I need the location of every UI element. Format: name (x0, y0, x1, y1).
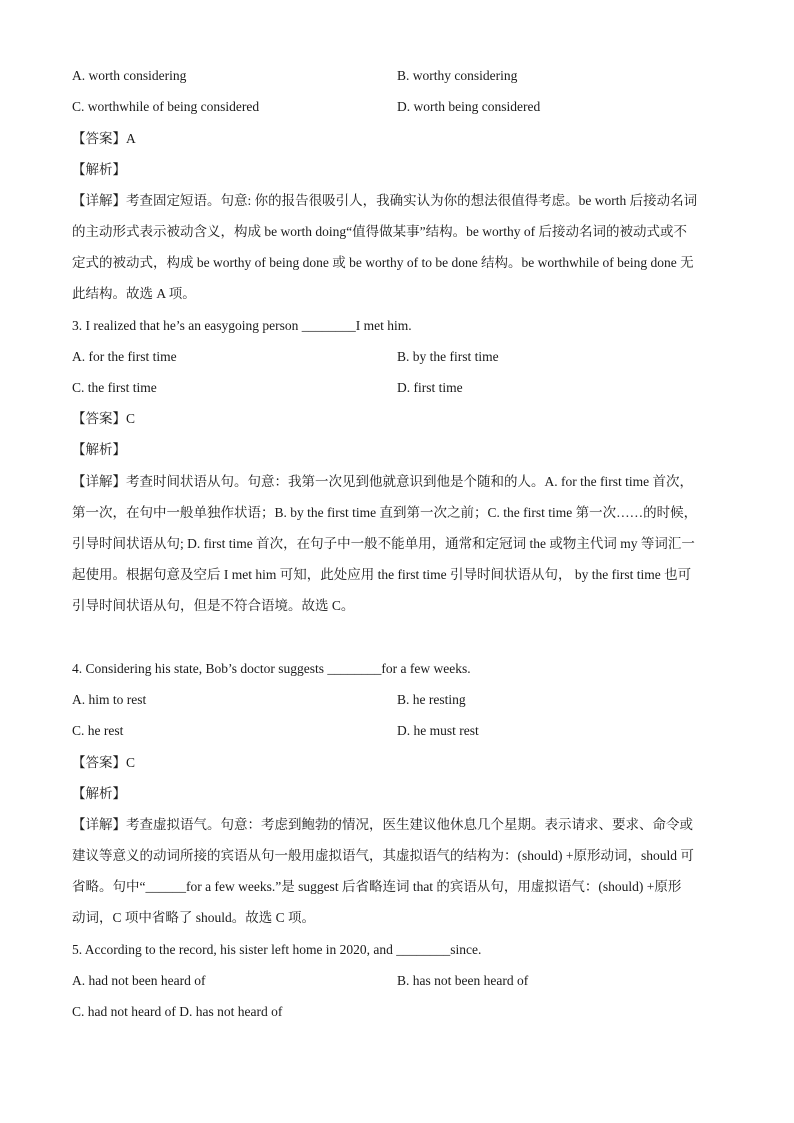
q5-option-a: A. had not been heard of (72, 973, 206, 988)
q4-analysis-heading: 【解析】 (72, 786, 126, 801)
q3-detail-line: 引导时间状语从句，但是不符合语境。故选 C。 (72, 598, 355, 613)
q3-detail-paragraph (72, 466, 724, 621)
q2-options-row-2 (72, 97, 722, 117)
q5-option-b: B. has not been heard of (397, 973, 529, 988)
q3-option-a: A. for the first time (72, 349, 177, 364)
q4-option-d: D. he must rest (397, 723, 479, 738)
q5-options-c-d: C. had not heard of D. has not heard of (72, 1004, 283, 1019)
q4-detail-line: 【详解】考查虚拟语气。句意：考虑到鲍勃的情况，医生建议他休息几个星期。表示请求、要求、命令或 (72, 817, 693, 832)
q2-option-b: B. worthy considering (397, 68, 518, 83)
q3-option-d: D. first time (397, 380, 463, 395)
q2-detail-paragraph (72, 185, 724, 309)
q3-option-b: B. by the first time (397, 349, 499, 364)
q3-option-c: C. the first time (72, 380, 157, 395)
q4-stem: 4. Considering his state, Bob’s doctor suggests ________for a few weeks. (72, 661, 471, 676)
q4-option-c: C. he rest (72, 723, 124, 738)
q4-options-row-1 (72, 690, 722, 710)
q3-options-row-2 (72, 378, 722, 398)
q2-options-row-1 (72, 66, 722, 86)
q2-answer: 【答案】A (72, 131, 136, 146)
q2-detail-line: 【详解】考查固定短语。句意: 你的报告很吸引人，我确实认为你的想法很值得考虑。be worth 后接动名词 (72, 193, 698, 208)
q4-option-a: A. him to rest (72, 692, 147, 707)
q4-answer: 【答案】C (72, 755, 136, 770)
q3-analysis-heading: 【解析】 (72, 442, 126, 457)
q3-detail-line: 引导时间状语从句; D. first time 首次，在句子中一般不能单用，通常和定冠词 the 或物主代词 my 等词汇一 (72, 536, 695, 551)
q2-detail-line: 的主动形式表示被动含义，构成 be worth doing“值得做某事”结构。be worthy of 后接动名词的被动式或不 (72, 224, 687, 239)
q3-stem: 3. I realized that he’s an easygoing person ________I met him. (72, 318, 412, 333)
q3-answer: 【答案】C (72, 411, 136, 426)
q2-option-a: A. worth considering (72, 68, 187, 83)
q4-detail-line: 建议等意义的动词所接的宾语从句一般用虚拟语气，其虚拟语气的结构为：(should) +原形动词，should 可 (72, 848, 694, 863)
q3-detail-line: 起使用。根据句意及空后 I met him 可知，此处应用 the first time 引导时间状语从句， by the first time 也可 (72, 567, 692, 582)
q3-detail-line: 【详解】考查时间状语从句。句意：我第一次见到他就意识到他是个随和的人。A. for the first time 首次， (72, 474, 693, 489)
q4-detail-paragraph (72, 809, 724, 933)
q2-option-c: C. worthwhile of being considered (72, 99, 260, 114)
q4-options-row-2 (72, 721, 722, 741)
q2-detail-line: 此结构。故选 A 项。 (72, 286, 196, 301)
q3-options-row-1 (72, 347, 722, 367)
q4-option-b: B. he resting (397, 692, 466, 707)
q5-stem: 5. According to the record, his sister left home in 2020, and ________since. (72, 942, 482, 957)
q2-detail-line: 定式的被动式，构成 be worthy of being done 或 be worthy of to be done 结构。be worthwhile of being done 无 (72, 255, 694, 270)
q5-options-row-1 (72, 971, 722, 991)
q3-detail-line: 第一次，在句中一般单独作状语；B. by the first time 直到第一次之前；C. the first time 第一次……的时候， (72, 505, 698, 520)
q4-detail-line: 动词，C 项中省略了 should。故选 C 项。 (72, 910, 316, 925)
q2-option-d: D. worth being considered (397, 99, 541, 114)
q2-analysis-heading: 【解析】 (72, 162, 126, 177)
q4-detail-line: 省略。句中“______for a few weeks.”是 suggest 后省略连词 that 的宾语从句，用虚拟语气：(should) +原形 (72, 879, 682, 894)
